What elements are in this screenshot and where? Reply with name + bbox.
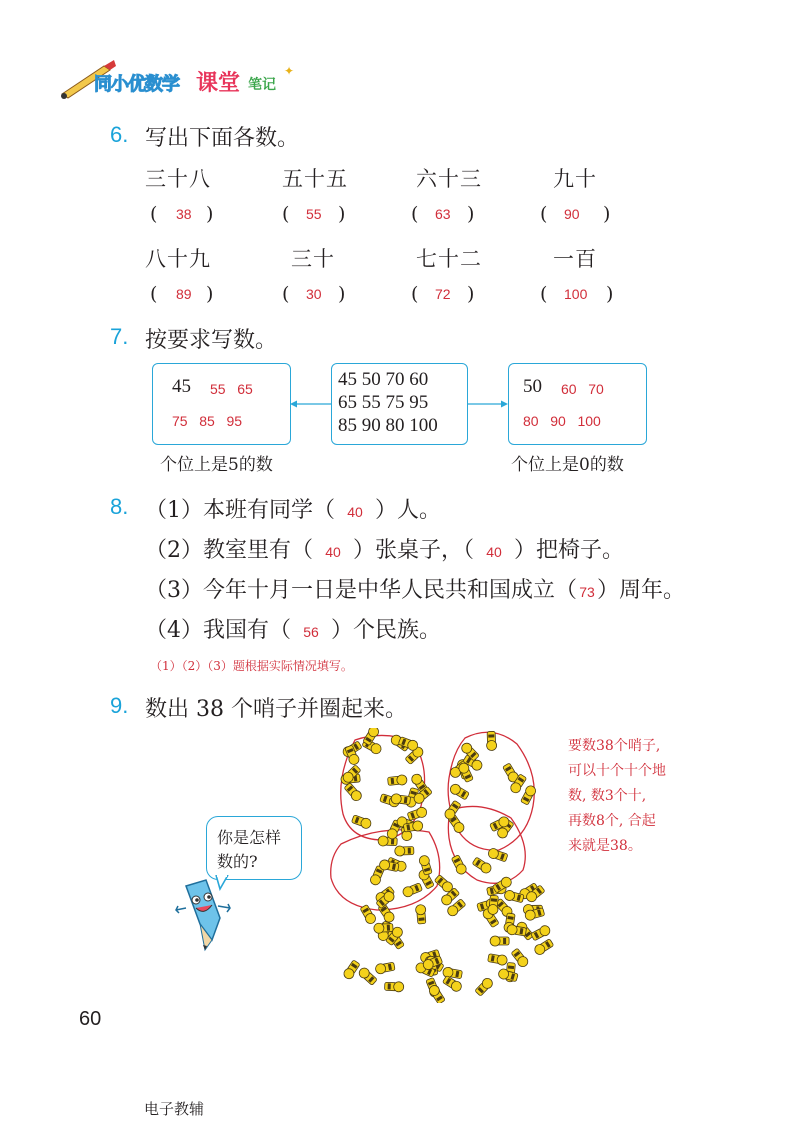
q8-answer-4: 56 xyxy=(303,624,319,640)
q8-item-1: （1）本班有同学（ 40 ）人。 xyxy=(145,498,442,523)
q6-answer-1: 38 xyxy=(176,206,192,222)
header-logo xyxy=(58,60,308,100)
star-icon: ✦ xyxy=(284,64,295,78)
q6-number: 6. xyxy=(110,122,129,147)
q8-item-3: （3）今年十月一日是中华人民共和国成立（ 73 ）周年。 xyxy=(145,578,686,603)
q6-answer-7: 72 xyxy=(435,286,451,302)
q6-word-7: 七十二 xyxy=(416,247,482,271)
hint-line-4: 再数8个, 合起 xyxy=(568,813,656,829)
q6-answer-slot-1: ( 38 ) xyxy=(150,203,214,225)
q6-answer-slot-6: ( 30 ) xyxy=(282,283,346,305)
whistle-icon xyxy=(402,882,423,898)
whistle-icon xyxy=(385,981,404,992)
whistle-icon xyxy=(343,782,363,803)
q8-answer-2a: 40 xyxy=(325,544,341,560)
logo-highlight: 课堂 xyxy=(196,71,241,96)
speech-bubble xyxy=(206,816,302,880)
whistle-icon xyxy=(450,854,468,875)
left-arrow-icon xyxy=(290,398,332,410)
whistle-icon xyxy=(490,936,509,946)
whistle-icon xyxy=(395,846,414,857)
whistle-icon xyxy=(374,922,393,933)
q7-right-given: 50 xyxy=(523,376,542,397)
q7-right-answer-row1: 60 70 xyxy=(561,381,604,397)
q7-left-answer-row1: 55 65 xyxy=(210,381,253,397)
whistle-icon xyxy=(448,782,469,800)
q7-number: 7. xyxy=(110,324,129,349)
q6-answer-2: 55 xyxy=(306,206,322,222)
q7-prompt: 按要求写数。 xyxy=(145,328,278,353)
whistle-icon xyxy=(387,774,407,786)
q6-word-1: 三十八 xyxy=(145,167,211,191)
q6-word-4: 九十 xyxy=(553,167,597,191)
hint-line-2: 可以十个十个地 xyxy=(568,763,666,779)
whistle-icon xyxy=(487,895,499,915)
q6-word-6: 三十 xyxy=(291,247,335,271)
q7-right-label: 个位上是0的数 xyxy=(511,455,624,475)
q6-word-8: 一百 xyxy=(553,247,597,271)
bubble-line-2: 数的? xyxy=(217,852,258,871)
whistle-icon xyxy=(351,814,372,830)
whistle-icon xyxy=(375,961,396,974)
q6-answer-3: 63 xyxy=(435,206,451,222)
q7-center-row-2: 65 55 75 95 xyxy=(338,392,429,413)
q7-center-row-3: 85 90 80 100 xyxy=(338,415,438,436)
q7-left-answer-row2: 75 85 95 xyxy=(172,413,243,429)
logo-text: 同小优数学 xyxy=(94,74,179,95)
bubble-tail-icon xyxy=(214,875,234,891)
q8-answer-2b: 40 xyxy=(486,544,502,560)
q6-word-5: 八十九 xyxy=(145,247,211,271)
q8-note: （1）（2）（3）题根据实际情况填写。 xyxy=(150,659,353,673)
whistle-icon xyxy=(357,966,378,986)
whistle-icon xyxy=(407,806,428,822)
q7-right-box xyxy=(508,363,647,445)
logo-suffix: 笔记 xyxy=(248,77,276,93)
q7-center-box xyxy=(331,363,468,445)
whistle-icon xyxy=(533,938,554,957)
q6-word-3: 六十三 xyxy=(416,167,482,191)
q6-answer-slot-2: ( 55 ) xyxy=(282,203,346,225)
whistle-icon xyxy=(415,904,427,924)
q7-center-row-1: 45 50 70 60 xyxy=(338,369,429,390)
whistle-icon xyxy=(342,959,361,980)
page-number: 60 xyxy=(79,1008,102,1030)
q8-answer-1: 40 xyxy=(347,504,363,520)
q9-prompt: 数出 38 个哨子并圈起来。 xyxy=(145,697,407,722)
right-arrow-icon xyxy=(466,398,508,410)
whistle-icon xyxy=(398,736,419,752)
q6-answer-slot-8: ( 100 ) xyxy=(540,283,614,305)
bubble-line-1: 你是怎样 xyxy=(217,828,282,847)
whistles xyxy=(341,728,555,1003)
hint-line-1: 要数38个哨子, xyxy=(568,738,661,754)
q6-answer-slot-7: ( 72 ) xyxy=(411,283,475,305)
whistle-icon xyxy=(487,953,507,966)
q8-item-4: （4）我国有（ 56 ）个民族。 xyxy=(145,618,442,643)
q8-number: 8. xyxy=(110,494,129,519)
q6-answer-6: 30 xyxy=(306,286,322,302)
q7-left-given: 45 xyxy=(172,376,191,397)
q6-prompt: 写出下面各数。 xyxy=(145,126,300,151)
q6-answer-slot-3: ( 63 ) xyxy=(411,203,475,225)
q6-answer-5: 89 xyxy=(176,286,192,302)
whistle-icon xyxy=(530,924,551,942)
q6-answer-slot-5: ( 89 ) xyxy=(150,283,214,305)
whistle-icon xyxy=(474,976,494,997)
whistle-icon xyxy=(359,904,377,925)
whistle-icon xyxy=(472,856,493,875)
q6-word-2: 五十五 xyxy=(282,167,348,191)
q6-answer-slot-4: ( 90 ) xyxy=(540,203,611,225)
q7-right-answer-row2: 80 90 100 xyxy=(523,413,601,429)
whistle-icon xyxy=(443,800,462,821)
q7-left-box xyxy=(152,363,291,445)
hint-line-5: 来就是38。 xyxy=(568,838,642,854)
q7-left-label: 个位上是5的数 xyxy=(160,455,273,475)
q6-answer-4: 90 xyxy=(564,206,580,222)
q8-answer-3: 73 xyxy=(579,584,595,600)
whistle-icon xyxy=(486,731,497,750)
hint-text xyxy=(568,734,666,859)
footer-source: 电子教辅 xyxy=(144,1100,205,1118)
q8-item-2: （2）教室里有（ 40 ）张桌子，（ 40 ）把椅子。 xyxy=(145,538,625,563)
hint-line-3: 数, 数3个十, xyxy=(568,788,647,804)
whistle-field xyxy=(325,728,565,1003)
q6-answer-8: 100 xyxy=(564,286,588,302)
q9-number: 9. xyxy=(110,693,129,718)
